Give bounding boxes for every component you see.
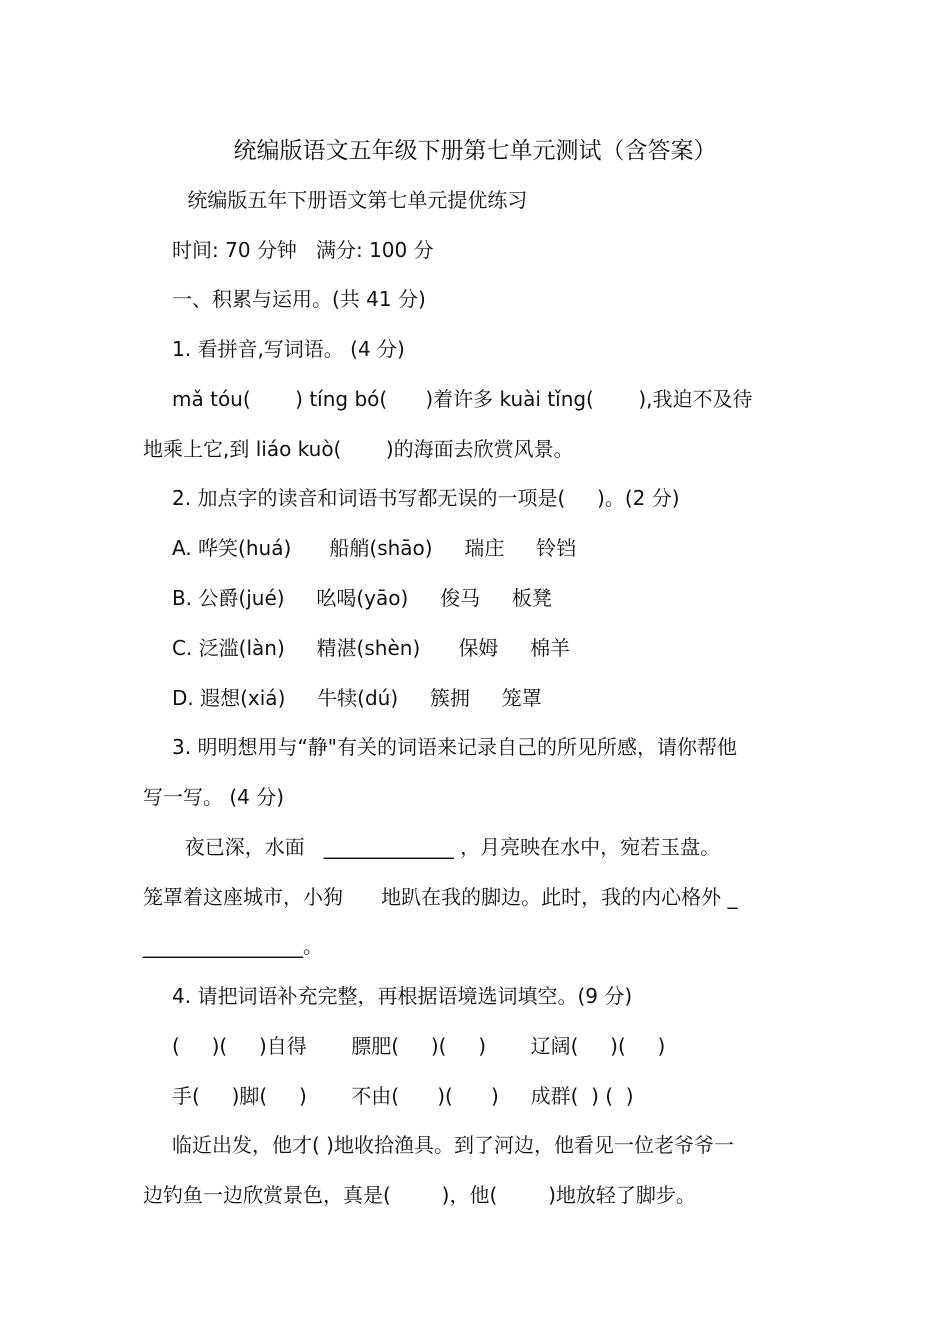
question-2-option-a: A. 哗笑(huá) 船艄(shāo) 瑞庄 铃铛: [172, 536, 577, 560]
question-3: 3. 明明想用与“静"有关的词语来记录自己的所见所感，请你帮他: [172, 735, 737, 759]
question-3-passage-line-3: ________________。: [143, 934, 323, 958]
question-2-option-d: D. 遐想(xiá) 牛犊(dú) 簇拥 笼罩: [172, 686, 542, 710]
question-4: 4. 请把词语补充完整，再根据语境选词填空。(9 分): [172, 984, 633, 1008]
question-2: 2. 加点字的读音和词语书写都无误的一项是( )。(2 分): [172, 486, 680, 510]
section-heading: 一、积累与运用。(共 41 分): [172, 287, 426, 311]
question-1: 1. 看拼音,写词语。 (4 分): [172, 337, 405, 361]
question-2-option-b: B. 公爵(jué) 吆喝(yāo) 俊马 板凳: [172, 586, 552, 610]
document-title: 统编版语文五年级下册第七单元测试（含答案）: [233, 138, 717, 164]
question-3-continued: 写一写。 (4 分): [143, 785, 285, 809]
question-4-words-row-1: ( )( )自得 膘肥( )( ) 辽阔( )( ): [172, 1034, 666, 1058]
question-3-passage-line-2: 笼罩着这座城市，小狗 地趴在我的脚边。此时，我的内心格外 _: [143, 885, 738, 909]
question-4-words-row-2: 手( )脚( ) 不由( )( ) 成群( ) ( ): [172, 1084, 634, 1108]
question-3-passage-line-1: 夜已深，水面 _____________ ，月亮映在水中，宛若玉盘。: [172, 835, 721, 859]
exam-time-score: 时间: 70 分钟 满分: 100 分: [172, 238, 434, 262]
question-2-option-c: C. 泛滥(làn) 精湛(shèn) 保姆 棉羊: [172, 636, 571, 660]
question-1-text-line-2: 地乘上它,到 liáo kuò( )的海面去欣赏风景。: [143, 437, 574, 461]
question-1-text-line-1: mǎ tóu( ) tíng bó( )着许多 kuài tǐng( ),我迫不及待: [172, 387, 753, 411]
question-4-passage-line-1: 临近出发，他才( )地收拾渔具。到了河边，他看见一位老爷爷一: [172, 1133, 734, 1157]
subtitle: 统编版五年下册语文第七单元提优练习: [181, 188, 528, 212]
question-4-passage-line-2: 边钓鱼一边欣赏景色，真是( )，他( )地放轻了脚步。: [143, 1183, 696, 1207]
